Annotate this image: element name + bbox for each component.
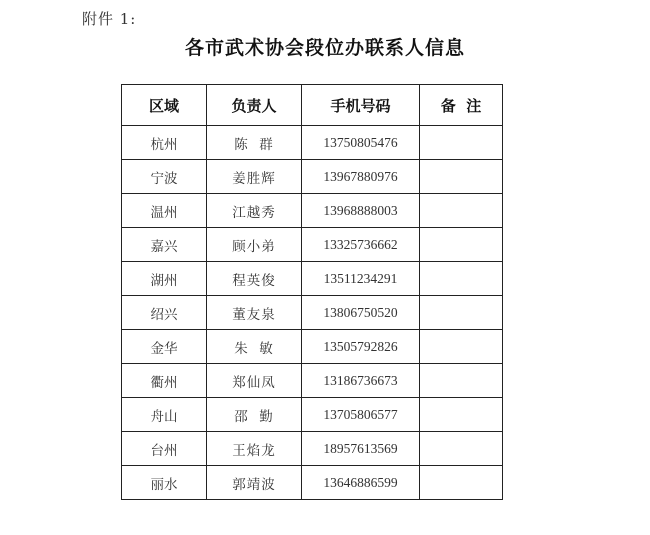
- header-region: 区域: [122, 85, 207, 126]
- table-row: [122, 160, 503, 194]
- table-row: [122, 364, 503, 398]
- cell-remark: [420, 160, 503, 194]
- cell-phone: 13806750520: [302, 296, 420, 330]
- cell-person: 陈 群: [207, 126, 302, 160]
- cell-region: 杭州: [122, 126, 207, 160]
- cell-remark: [420, 432, 503, 466]
- table-row: [122, 296, 503, 330]
- cell-region: 台州: [122, 432, 207, 466]
- table-row: [122, 262, 503, 296]
- cell-region: 嘉兴: [122, 228, 207, 262]
- cell-remark: [420, 262, 503, 296]
- cell-person: 朱 敏: [207, 330, 302, 364]
- table-header-row: [122, 85, 503, 126]
- cell-region: 衢州: [122, 364, 207, 398]
- cell-person: 郭靖波: [207, 466, 302, 500]
- cell-person: 江越秀: [207, 194, 302, 228]
- table-row: [122, 398, 503, 432]
- cell-phone: 13750805476: [302, 126, 420, 160]
- table-row: [122, 330, 503, 364]
- cell-person: 顾小弟: [207, 228, 302, 262]
- cell-region: 金华: [122, 330, 207, 364]
- cell-region: 湖州: [122, 262, 207, 296]
- cell-phone: 13646886599: [302, 466, 420, 500]
- table-row: [122, 194, 503, 228]
- table-row: [122, 228, 503, 262]
- cell-person: 郑仙凤: [207, 364, 302, 398]
- cell-region: 宁波: [122, 160, 207, 194]
- cell-phone: 18957613569: [302, 432, 420, 466]
- table-row: [122, 432, 503, 466]
- header-phone: 手机号码: [302, 85, 420, 126]
- cell-person: 邵 勤: [207, 398, 302, 432]
- cell-remark: [420, 398, 503, 432]
- cell-remark: [420, 126, 503, 160]
- cell-region: 温州: [122, 194, 207, 228]
- cell-remark: [420, 194, 503, 228]
- cell-remark: [420, 364, 503, 398]
- cell-region: 舟山: [122, 398, 207, 432]
- cell-phone: 13968888003: [302, 194, 420, 228]
- attachment-label: 附件 1:: [82, 10, 137, 28]
- table-row: [122, 126, 503, 160]
- cell-person: 程英俊: [207, 262, 302, 296]
- cell-region: 丽水: [122, 466, 207, 500]
- contacts-table: [121, 84, 503, 500]
- header-remark: 备 注: [420, 85, 503, 126]
- cell-phone: 13967880976: [302, 160, 420, 194]
- header-person: 负责人: [207, 85, 302, 126]
- cell-remark: [420, 330, 503, 364]
- table-row: [122, 466, 503, 500]
- cell-phone: 13325736662: [302, 228, 420, 262]
- cell-phone: 13186736673: [302, 364, 420, 398]
- document-title: 各市武术协会段位办联系人信息: [184, 37, 465, 59]
- cell-phone: 13705806577: [302, 398, 420, 432]
- cell-person: 姜胜辉: [207, 160, 302, 194]
- cell-remark: [420, 466, 503, 500]
- cell-remark: [420, 228, 503, 262]
- cell-region: 绍兴: [122, 296, 207, 330]
- table-body: [122, 126, 503, 500]
- cell-person: 王焰龙: [207, 432, 302, 466]
- cell-phone: 13505792826: [302, 330, 420, 364]
- cell-person: 董友泉: [207, 296, 302, 330]
- cell-remark: [420, 296, 503, 330]
- cell-phone: 13511234291: [302, 262, 420, 296]
